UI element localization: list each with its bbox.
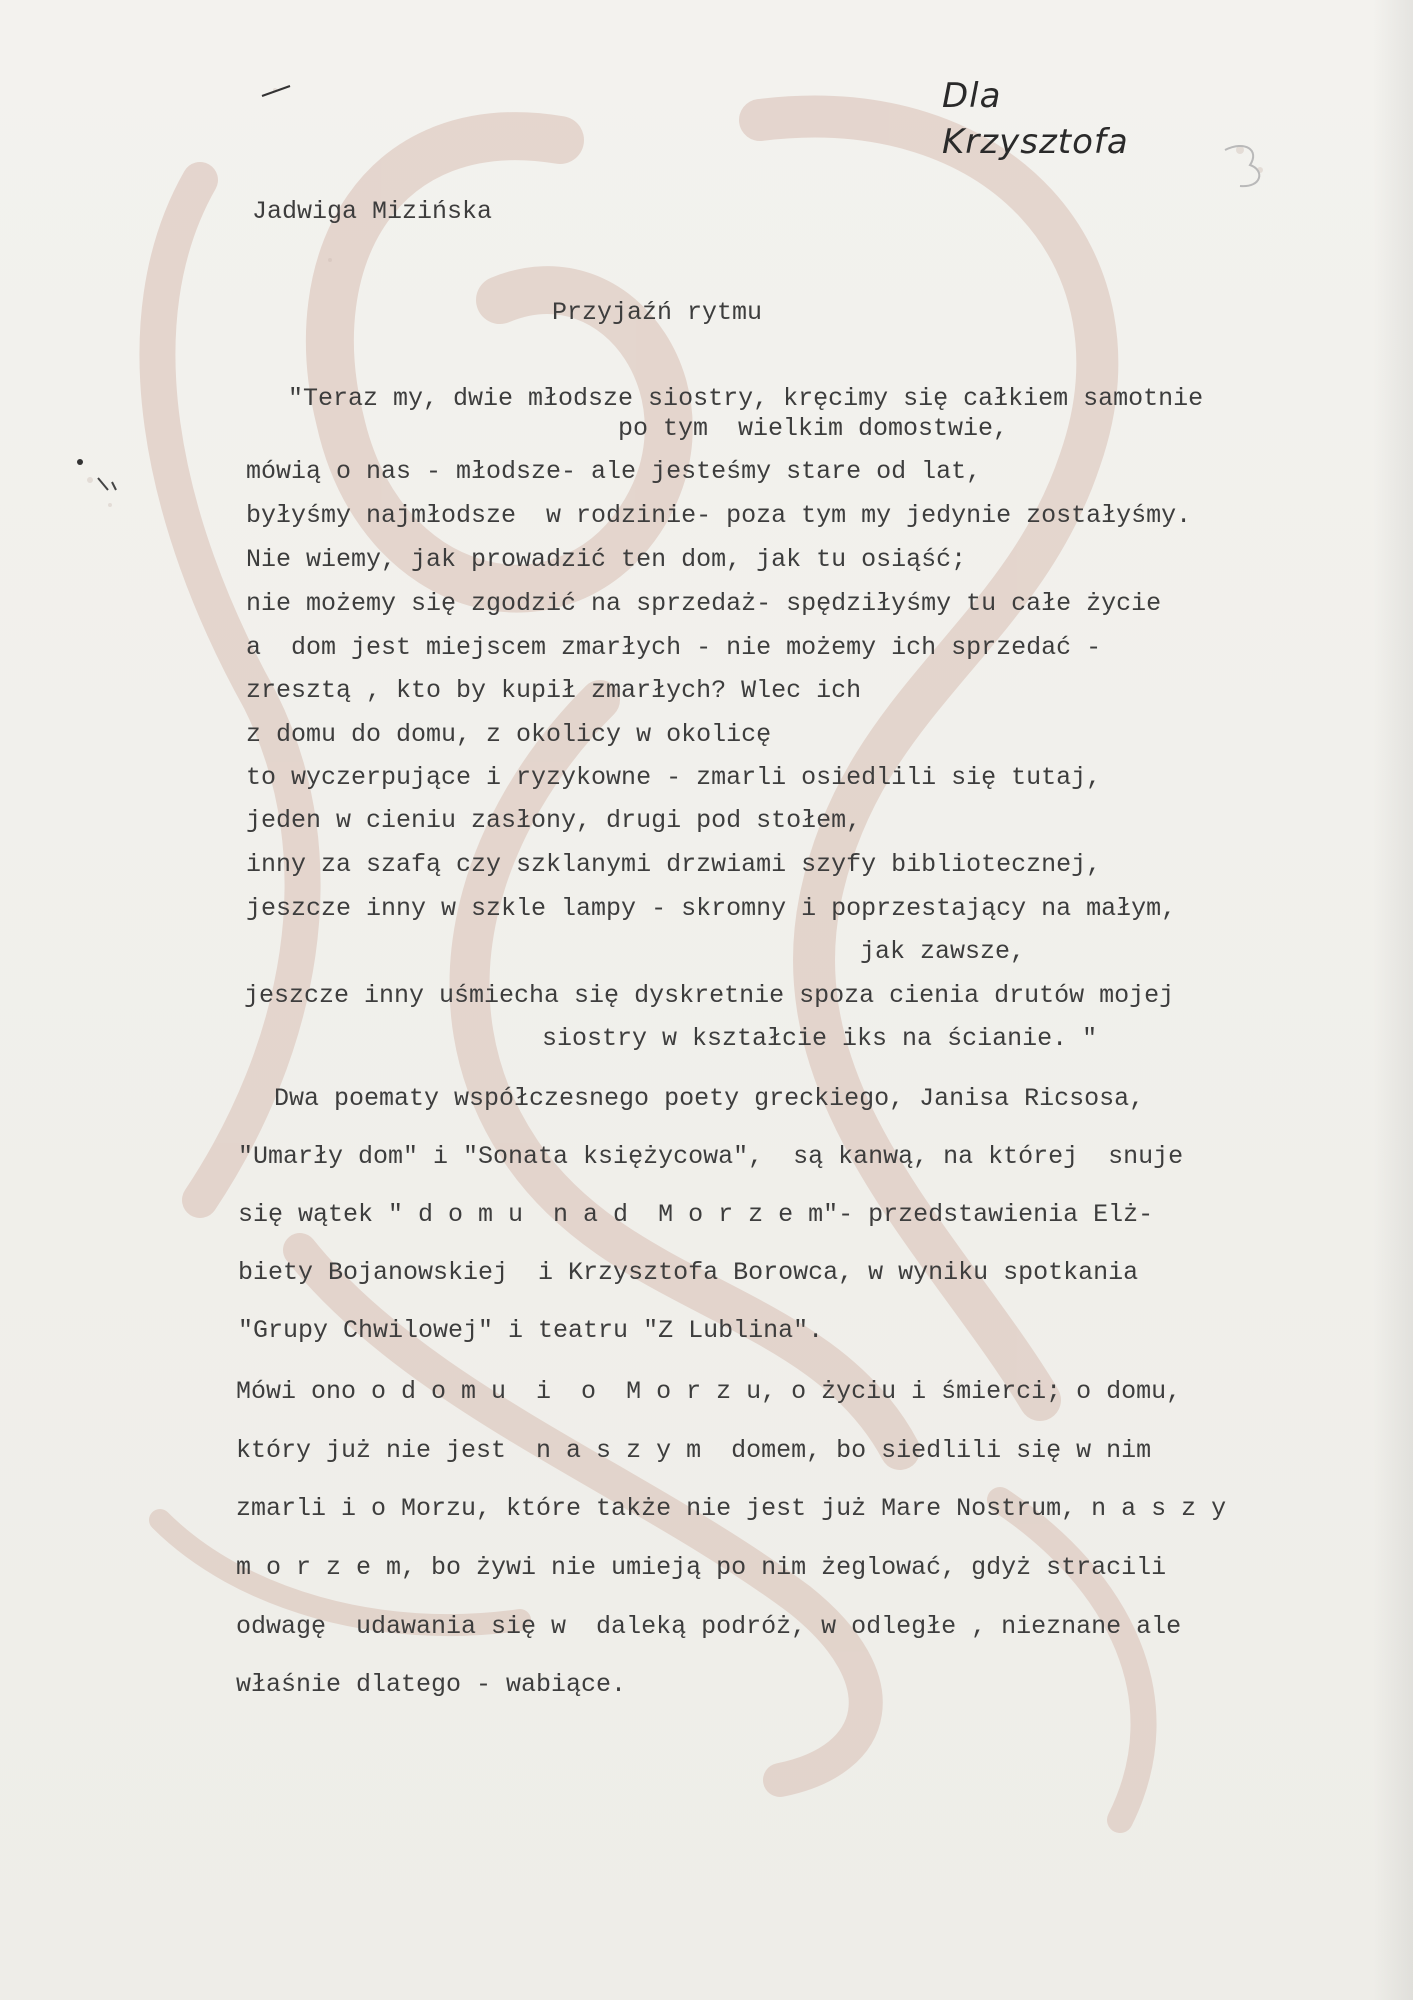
quote-line: nie możemy się zgodzić na sprzedaż- spędziłyśmy tu całe życie <box>246 589 1162 618</box>
quote-line: jeden w cieniu zasłony, drugi pod stołem, <box>246 806 862 835</box>
page-edge-shadow <box>1373 0 1413 2000</box>
author-name: Jadwiga Mizińska <box>252 197 493 226</box>
quote-line: zresztą , kto by kupił zmarłych? Wlec ich <box>246 676 862 705</box>
quote-line: jak zawsze, <box>860 937 1026 966</box>
body-line: biety Bojanowskiej i Krzysztofa Borowca, w wyniku spotkania <box>238 1258 1139 1287</box>
body-line: się wątek " d o m u n a d M o r z e m"- przedstawienia Elż- <box>238 1200 1154 1229</box>
quote-line: z domu do domu, z okolicy w okolicę <box>246 720 772 749</box>
document-title: Przyjaźń rytmu <box>552 298 763 327</box>
handwritten-dedication-line1: Dla <box>942 76 1002 116</box>
body-line: Mówi ono o d o m u i o M o r z u, o życiu i śmierci; o domu, <box>236 1377 1182 1406</box>
body-line: m o r z e m, bo żywi nie umieją po nim żeglować, gdyż stracili <box>236 1553 1167 1582</box>
body-line: "Umarły dom" i "Sonata księżycowa", są kanwą, na której snuje <box>238 1142 1184 1171</box>
quote-line: a dom jest miejscem zmarłych - nie możemy ich sprzedać - <box>246 633 1102 662</box>
quote-line: jeszcze inny uśmiecha się dyskretnie spoza cienia drutów mojej <box>244 981 1175 1010</box>
body-line: Dwa poematy współczesnego poety greckiego, Janisa Ricsosa, <box>274 1084 1145 1113</box>
quote-line: Nie wiemy, jak prowadzić ten dom, jak tu osiąść; <box>246 545 967 574</box>
quote-line: po tym wielkim domostwie, <box>618 414 1009 443</box>
body-line: odwagę udawania się w daleką podróż, w odległe , nieznane ale <box>236 1612 1182 1641</box>
quote-line: to wyczerpujące i ryzykowne - zmarli osiedlili się tutaj, <box>246 763 1102 792</box>
body-line: zmarli i o Morzu, które także nie jest już Mare Nostrum, n a s z y <box>236 1494 1227 1523</box>
quote-line: byłyśmy najmłodsze w rodzinie- poza tym my jedynie zostałyśmy. <box>246 501 1192 530</box>
body-line: który już nie jest n a s z y m domem, bo siedlili się w nim <box>236 1436 1152 1465</box>
quote-line: siostry w kształcie iks na ścianie. " <box>542 1024 1098 1053</box>
quote-line: inny za szafą czy szklanymi drzwiami szyfy bibliotecznej, <box>246 850 1102 879</box>
body-line: "Grupy Chwilowej" i teatru "Z Lublina". <box>238 1316 824 1345</box>
body-line: właśnie dlatego - wabiące. <box>236 1670 627 1699</box>
quote-line: mówią o nas - młodsze- ale jesteśmy stare od lat, <box>246 457 982 486</box>
quote-line: "Teraz my, dwie młodsze siostry, kręcimy się całkiem samotnie <box>288 384 1204 413</box>
quote-line: jeszcze inny w szkle lampy - skromny i poprzestający na małym, <box>246 894 1177 923</box>
handwritten-dedication-line2: Krzysztofa <box>942 122 1129 162</box>
